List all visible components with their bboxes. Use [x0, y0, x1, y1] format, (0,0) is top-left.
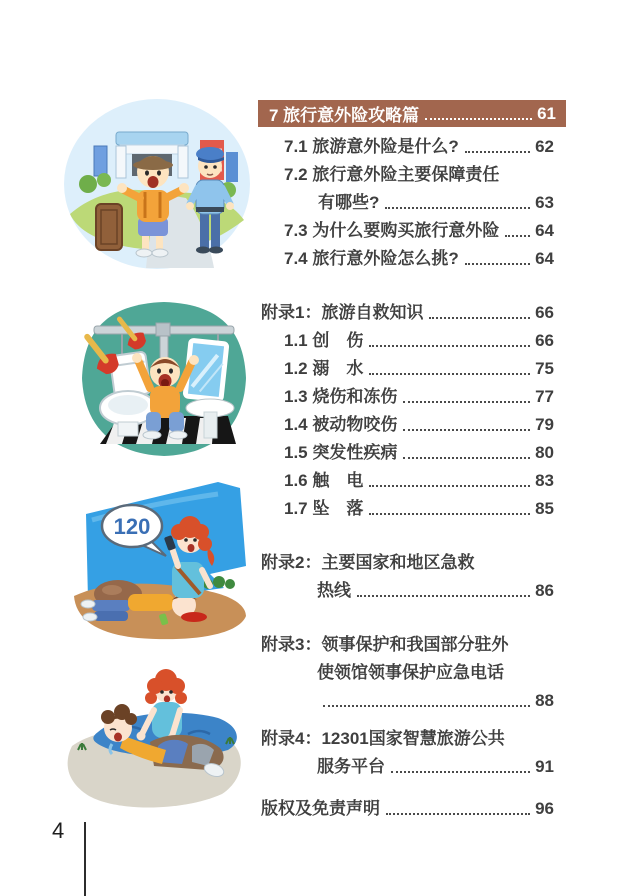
toc-line[interactable] — [258, 659, 554, 687]
toc-label: 7.3 为什么要购买旅行意外险 — [284, 221, 500, 240]
water-rescue-image — [62, 650, 252, 818]
dot-leader — [357, 595, 530, 597]
toc-line[interactable] — [258, 189, 554, 217]
page-number: 4 — [52, 818, 65, 843]
toc-page-number: 66 — [535, 303, 554, 322]
toc-entry — [258, 299, 554, 327]
toc-label: 附录3：领事保护和我国部分驻外 — [261, 635, 509, 654]
dot-leader — [425, 118, 532, 120]
dot-leader — [369, 513, 530, 515]
dot-leader — [369, 485, 530, 487]
dot-leader — [323, 705, 530, 707]
toc-line[interactable] — [258, 327, 554, 355]
toc-label: 7.1 旅游意外险是什么? — [284, 137, 459, 156]
illustration-water-rescue — [62, 650, 252, 818]
illustration-bathroom-hazard — [76, 296, 252, 464]
toc-label: 1.2 溺 水 — [284, 359, 364, 378]
toc-label: 7.4 旅行意外险怎么挑? — [284, 249, 459, 268]
toc-line[interactable] — [258, 753, 554, 781]
toc-label: 1.3 烧伤和冻伤 — [284, 387, 398, 406]
toc-page-number: 96 — [535, 799, 554, 818]
toc-label: 1.4 被动物咬伤 — [284, 415, 398, 434]
toc-page-number: 77 — [535, 387, 554, 406]
toc-entry — [258, 133, 554, 161]
toc-page-number: 88 — [535, 691, 554, 710]
toc-line[interactable] — [258, 439, 554, 467]
toc-entry — [258, 245, 554, 273]
dot-leader — [386, 813, 530, 815]
dot-leader — [403, 429, 530, 431]
toc-label: 使领馆领事保护应急电话 — [317, 663, 504, 682]
dot-leader — [429, 317, 530, 319]
toc-line[interactable] — [258, 299, 554, 327]
toc-entries — [258, 133, 554, 823]
toc-line[interactable] — [258, 411, 554, 439]
toc-line[interactable] — [258, 577, 554, 605]
toc-entry — [258, 161, 554, 217]
dot-leader — [369, 373, 530, 375]
toc-label: 热线 — [317, 581, 351, 600]
toc-entry — [258, 725, 554, 781]
dot-leader — [505, 235, 530, 237]
toc-line[interactable] — [258, 631, 554, 659]
toc-line[interactable] — [258, 495, 554, 523]
toc-label: 1.5 突发性疾病 — [284, 443, 398, 462]
illustration-tourist-asking-policeman — [60, 96, 254, 272]
dot-leader — [391, 771, 530, 773]
toc-label: 附录2：主要国家和地区急救 — [261, 553, 475, 572]
toc-section-title: 7 旅行意外险攻略篇 — [269, 106, 420, 125]
toc-entry — [258, 467, 554, 495]
toc-label: 1.6 触 电 — [284, 471, 364, 490]
toc-label: 1.1 创 伤 — [284, 331, 364, 350]
bathroom-image — [76, 296, 252, 464]
toc-page-number: 64 — [535, 249, 554, 268]
toc-label: 1.7 坠 落 — [284, 499, 364, 518]
toc-page-number: 75 — [535, 359, 554, 378]
toc-entry — [258, 355, 554, 383]
toc-label: 版权及免责声明 — [261, 799, 380, 818]
dot-leader — [385, 207, 530, 209]
dot-leader — [403, 401, 530, 403]
calling-120-image — [68, 474, 254, 648]
toc-page-number: 63 — [535, 193, 554, 212]
toc-line[interactable] — [258, 355, 554, 383]
toc-page-number: 86 — [535, 581, 554, 600]
toc-line[interactable] — [258, 161, 554, 189]
toc-page-number: 83 — [535, 471, 554, 490]
toc-entry — [258, 327, 554, 355]
toc-section-page: 61 — [537, 103, 556, 123]
toc-line[interactable] — [258, 467, 554, 495]
toc-label: 附录1：旅游自救知识 — [261, 303, 424, 322]
illustration-calling-120 — [68, 474, 254, 648]
table-of-contents — [258, 100, 566, 823]
toc-entry — [258, 495, 554, 523]
toc-page-number: 62 — [535, 137, 554, 156]
toc-entry — [258, 411, 554, 439]
toc-line[interactable] — [258, 133, 554, 161]
toc-entry — [258, 795, 554, 823]
toc-section-header[interactable] — [258, 100, 566, 127]
toc-label: 7.2 旅行意外险主要保障责任 — [284, 165, 500, 184]
toc-label: 服务平台 — [317, 757, 385, 776]
tourist-policeman-image — [60, 96, 254, 272]
toc-entry — [258, 217, 554, 245]
footer-rule — [84, 822, 86, 896]
toc-entry — [258, 631, 554, 715]
speech-bubble-text: 120 — [113, 514, 151, 539]
toc-page-number: 85 — [535, 499, 554, 518]
toc-entry — [258, 549, 554, 605]
dot-leader — [465, 263, 530, 265]
toc-line[interactable] — [258, 245, 554, 273]
dot-leader — [369, 345, 530, 347]
toc-entry — [258, 439, 554, 467]
toc-page-number: 64 — [535, 221, 554, 240]
toc-line[interactable] — [258, 217, 554, 245]
toc-entry — [258, 383, 554, 411]
toc-label: 有哪些? — [318, 193, 380, 212]
dot-leader — [403, 457, 530, 459]
dot-leader — [465, 151, 530, 153]
toc-label: 附录4：12301国家智慧旅游公共 — [261, 729, 505, 748]
toc-line[interactable] — [258, 549, 554, 577]
toc-line[interactable] — [258, 687, 554, 715]
toc-page-number: 79 — [535, 415, 554, 434]
toc-page-number: 80 — [535, 443, 554, 462]
toc-line[interactable] — [258, 725, 554, 753]
toc-line[interactable] — [258, 795, 554, 823]
toc-line[interactable] — [258, 383, 554, 411]
toc-page-number: 66 — [535, 331, 554, 350]
toc-page-number: 91 — [535, 757, 554, 776]
